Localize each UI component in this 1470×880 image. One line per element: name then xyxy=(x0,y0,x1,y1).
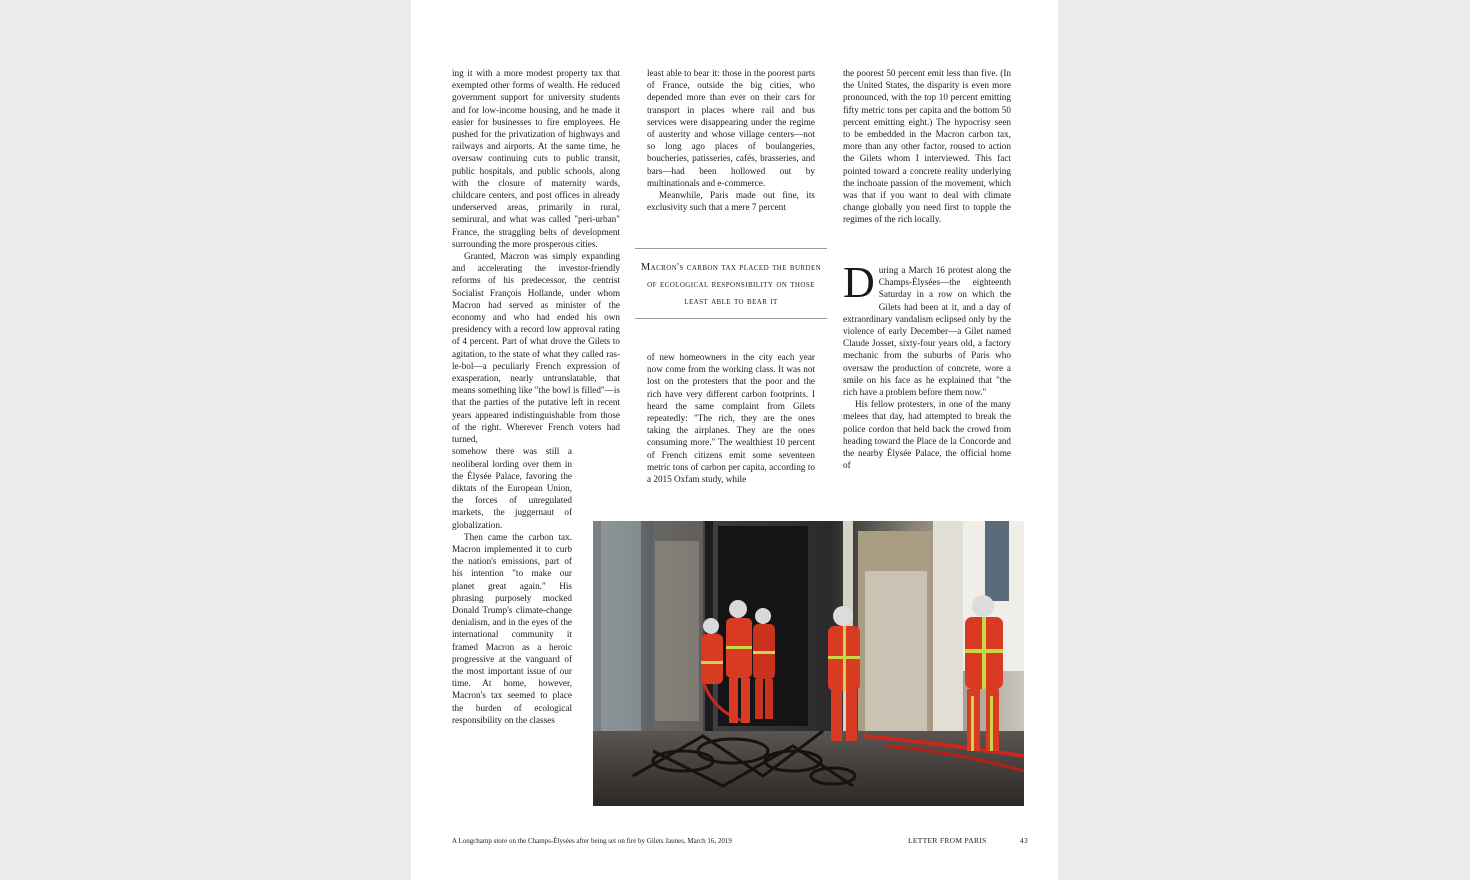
column3-paragraph-3: His fellow protesters, in one of the many melees that day, had attempted to break the police cordon that held back the crowd from heading toward the Place de la Concorde and the nearby Élysée Palace, the official home of xyxy=(843,399,1011,471)
storefront-fire-photo xyxy=(593,521,1024,806)
column2-paragraph-3: of new homeowners in the city each year now come from the working class. It was not lost on the protesters that the poor and the rich have very different carbon footprints. I heard the same complaint from Gilets repeatedly: "The rich, they are the ones taking the airplanes. They are the ones consuming more." The wealthiest 10 percent of French citizens emit some seventeen metric tons of carbon per capita, according to a 2015 Oxfam study, while xyxy=(647,352,815,485)
column1-paragraph-2: Granted, Macron was simply expanding and accelerating the investor-friendly reforms of his predecessor, the centrist Socialist François Hollande, under whom Macron had served as minister of the economy and who had ended his own presidency with a record low approval rating of 4 percent. Part of what drove the Gilets to agitation, to the state of what they called ras-le-bol—a peculiarly French expression of exasperation, nearly untranslatable, that means something like "the bowl is filled"—is that the parties of the putative left in recent years appeared indistinguishable from those of the right. Wherever French voters had turned, xyxy=(452,251,620,445)
column3-dropcap-paragraph xyxy=(843,258,1011,398)
pull-quote-initial: M xyxy=(640,262,651,273)
firefighters-illustration xyxy=(593,521,1024,806)
running-footer xyxy=(908,836,1028,846)
text-column-3-bottom xyxy=(843,258,1011,518)
column3-dropcap-text: uring a March 16 protest along the Champs-Élysées—the eighteenth Saturday in a row on which the Gilets had been at it, and a day of extraordinary vandalism eclipsed only by the violence of early December—a Gilet named Claude Josset, sixty-four years old, a factory mechanic from the suburbs of Paris who oversaw the production of concrete, wore a smile on his face as he explained that "the rich have a problem before them now." xyxy=(843,265,1011,398)
photo-caption: A Longchamp store on the Champs-Élysées after being set on fire by Gilets Jaunes, March 16, 2019 xyxy=(452,837,732,845)
magazine-page xyxy=(411,0,1058,880)
text-column-3-top xyxy=(843,67,1011,251)
column1-paragraph-4: Then came the carbon tax. Macron implemented it to curb the nation's emissions, part of his intention "to make our planet great again." His phrasing purposely mocked Donald Trump's climate-change denialism, and in the eyes of the international community it framed Macron as a heroic progressive at the vanguard of the most important issue of our time. At home, however, Macron's tax seemed to place the burden of ecological responsibility on the classes xyxy=(452,531,572,725)
pull-quote xyxy=(635,248,827,319)
page-number: 43 xyxy=(1019,836,1028,845)
pull-quote-text: acron's carbon tax placed the burden of ecological responsibility on those least able to bear it xyxy=(647,262,822,307)
column3-paragraph-1: the poorest 50 percent emit less than five. (In the United States, the disparity is even more pronounced, with the top 10 percent emitting fifty metric tons per capita and the bottom 50 percent emitting eight.) The hypocrisy seen to be embedded in the Macron carbon tax, more than any other factor, roused to action the Gilets whom I interviewed. This fact pointed toward a concrete reality underlying the inchoate passion of the movement, which was that if you want to deal with climate change globally you need first to topple the regimes of the rich locally. xyxy=(843,68,1011,225)
running-head: LETTER FROM PARIS xyxy=(908,836,987,845)
column2-paragraph-1: least able to bear it: those in the poorest parts of France, outside the big cities, who depended more than ever on their cars for transport in places where rail and bus services were disappearing under the regime of austerity and whose village centers—not so long ago places of boulangeries, boucheries, patisseries, cafés, brasseries, and bars—had been hollowed out by multinationals and e-commerce. xyxy=(647,68,815,188)
text-column-2-top xyxy=(647,67,815,247)
column1-paragraph-1: ing it with a more modest property tax that exempted other forms of wealth. He reduced government support for university students and for low-income housing, and he made it easier for businesses to fire employees. He pushed for the privatization of highways and railways and airports. At the same time, he oversaw continuing cuts to public transit, public hospitals, and public schools, along with the closure of maternity wards, childcare centers, and post offices in already underserved areas, primarily in rural, semirural, and what was called "peri-urban" France, the straggling belts of development surrounding the more prosperous cities. xyxy=(452,68,620,249)
column1-paragraph-3: somehow there was still a neoliberal lording over them in the Élysée Palace, favoring the diktats of the European Union, the forces of unregulated markets, the juggernaut of globalization. xyxy=(452,446,572,530)
drop-cap: D xyxy=(843,258,875,307)
text-column-2-bottom xyxy=(647,351,815,516)
column2-paragraph-2: Meanwhile, Paris made out fine, its exclusivity such that a mere 7 percent xyxy=(647,190,815,213)
